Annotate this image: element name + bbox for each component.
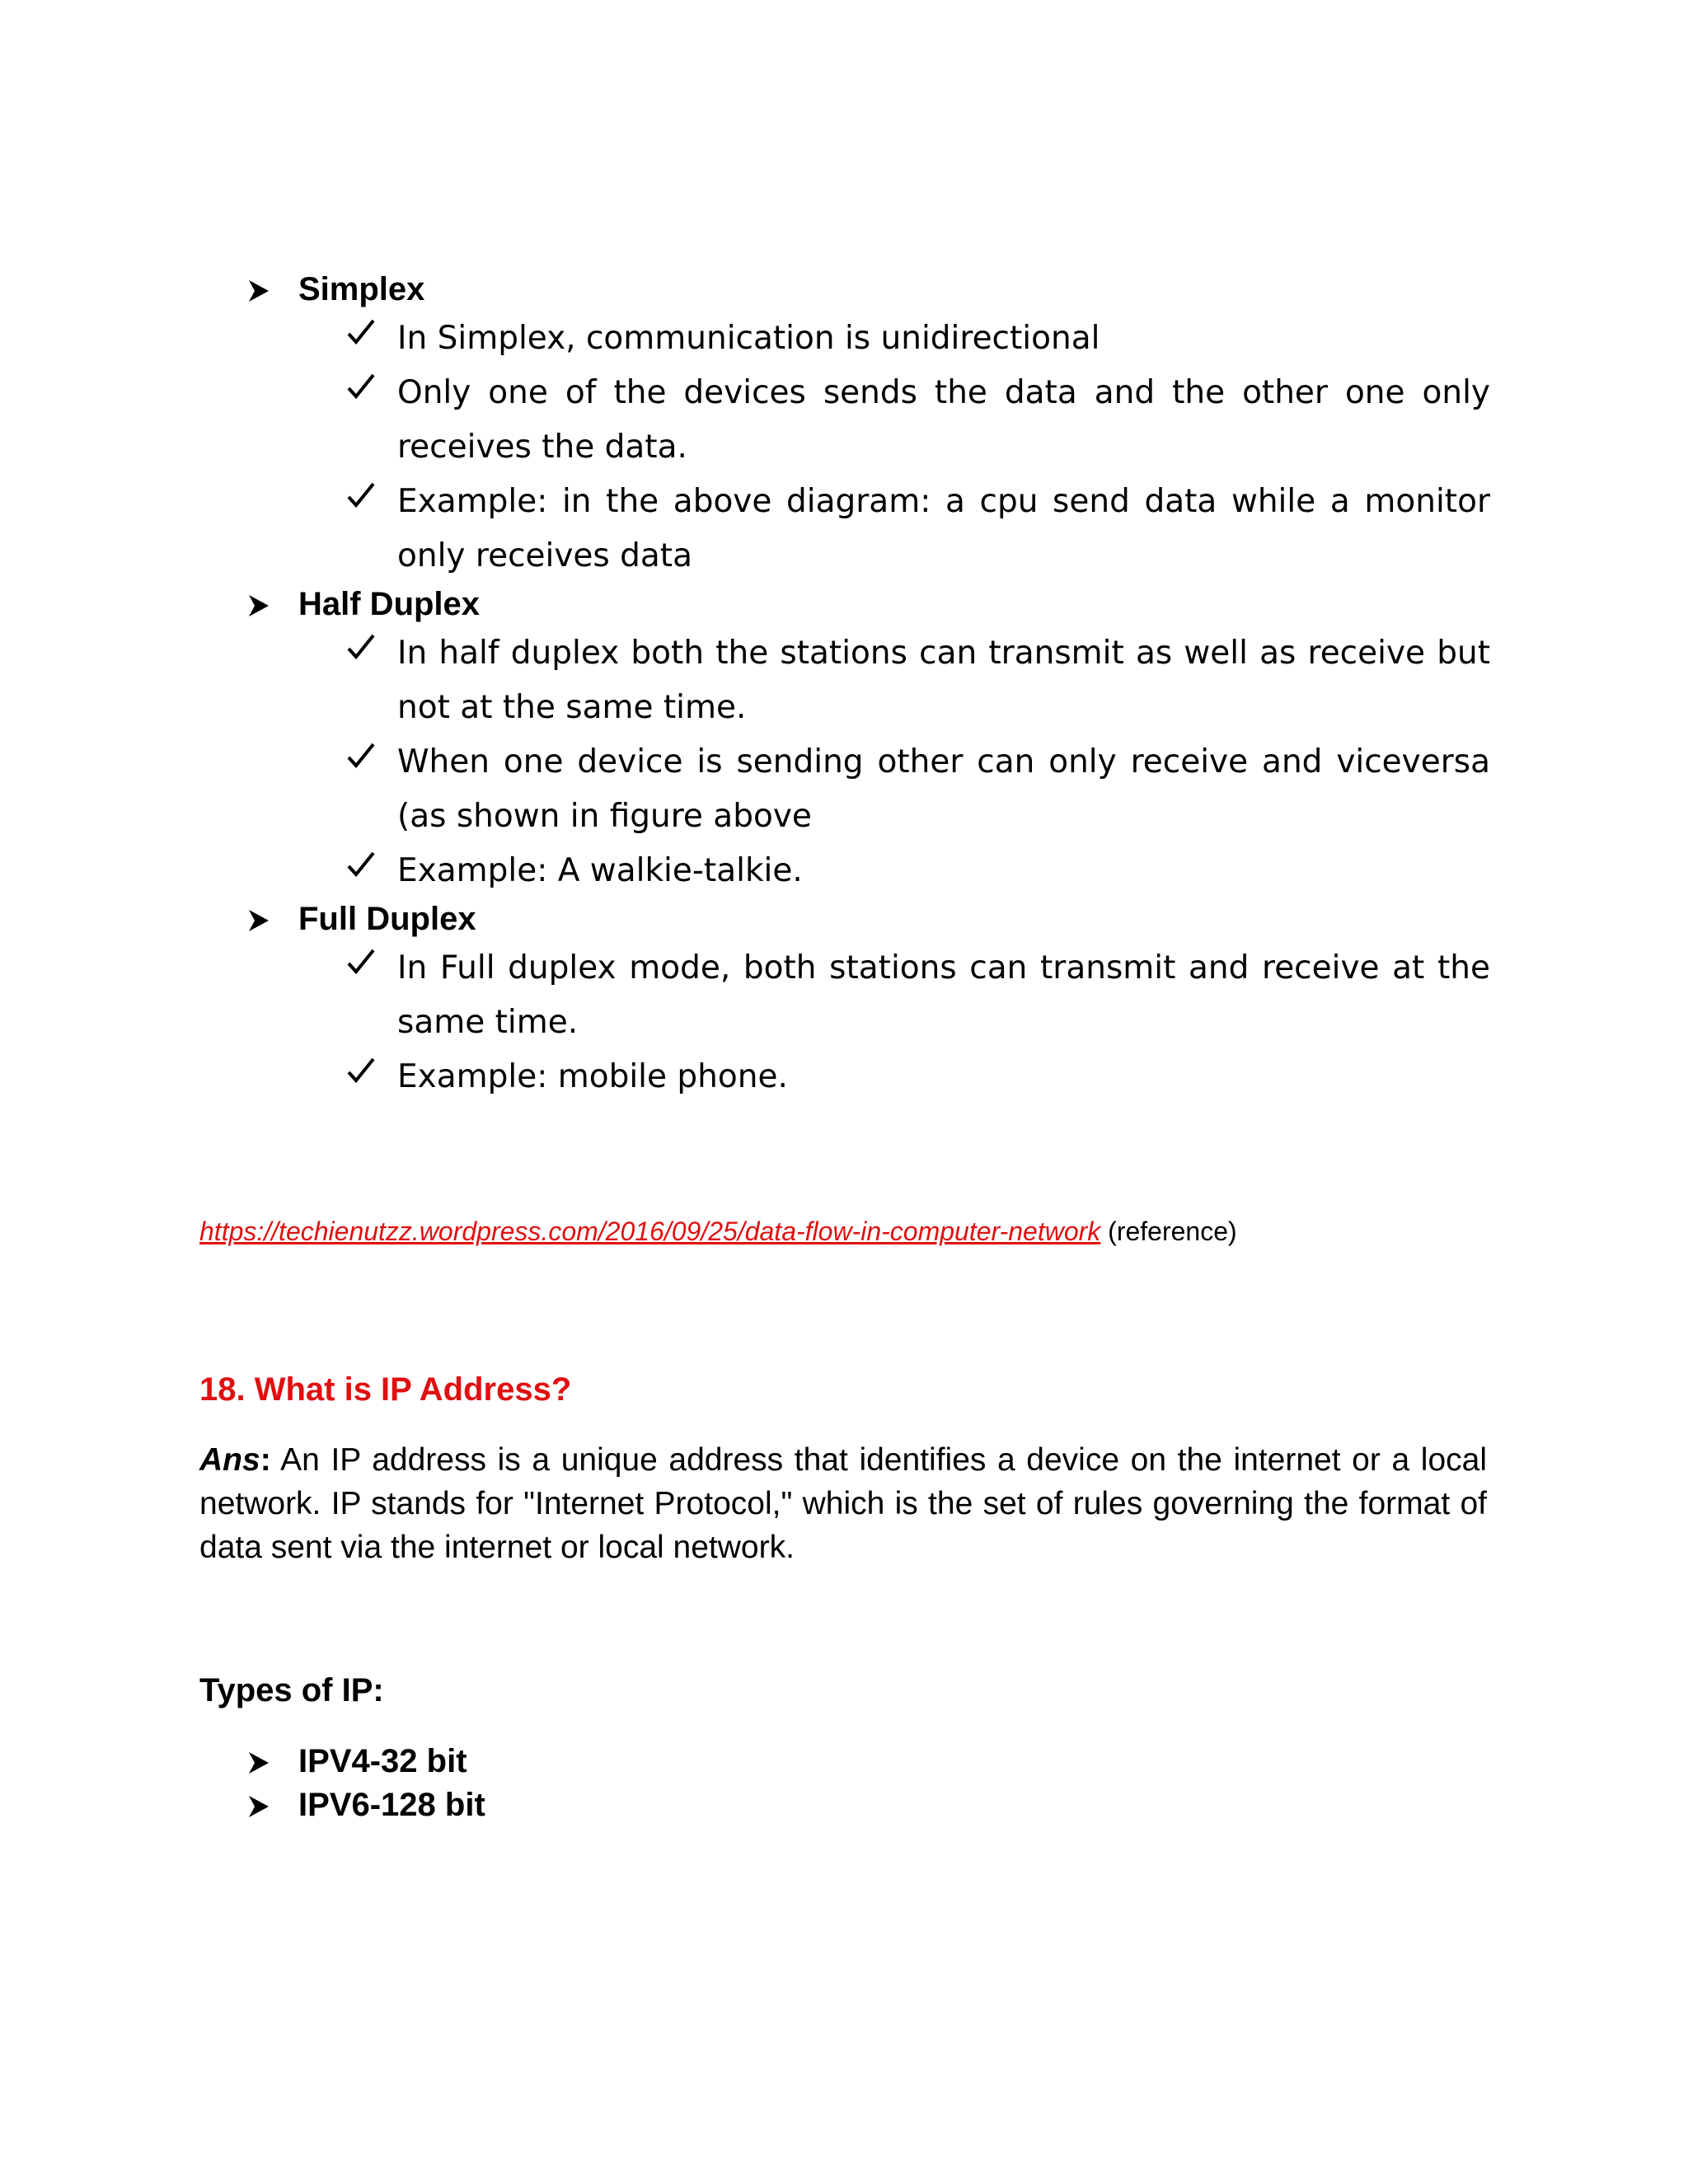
list-item-text: Example: mobile phone. bbox=[397, 1058, 788, 1095]
answer-paragraph bbox=[199, 1438, 1487, 1569]
list-item-text: In half duplex both the stations can transmit as well as receive but not at the same time. bbox=[397, 635, 1490, 726]
section-heading-full-duplex bbox=[247, 898, 476, 940]
checkmark-icon bbox=[346, 735, 379, 778]
checkmark-icon bbox=[346, 475, 379, 518]
checkmark-icon bbox=[346, 844, 379, 887]
list-item bbox=[346, 735, 1490, 844]
list-item-text: Example: A walkie-talkie. bbox=[397, 852, 803, 889]
ip-type-label: IPV4-32 bit bbox=[298, 1743, 467, 1779]
types-heading: Types of IP: bbox=[199, 1672, 384, 1708]
section-title: Half Duplex bbox=[298, 586, 481, 622]
answer-text: An IP address is a unique address that identifies a device on the internet or a local network. IP stands for "Internet Protocol," which is the set of rules governing the format of data sent via the internet or local network. bbox=[199, 1442, 1487, 1565]
answer-label: Ans bbox=[199, 1442, 260, 1478]
list-item-text: Only one of the devices sends the data and the other one only receives the data. bbox=[397, 374, 1490, 466]
checkmark-icon bbox=[346, 366, 379, 409]
ip-type-label: IPV6-128 bit bbox=[298, 1787, 485, 1823]
ip-type-item bbox=[247, 1783, 485, 1826]
ip-type-item bbox=[247, 1740, 467, 1783]
arrow-bullet-icon bbox=[247, 898, 298, 940]
arrow-bullet-icon bbox=[247, 268, 298, 311]
list-item-text: When one device is sending other can only receive and viceversa (as shown in figure above bbox=[397, 743, 1490, 835]
list-item bbox=[346, 844, 1490, 898]
list-item bbox=[346, 366, 1490, 475]
answer-colon: : bbox=[260, 1442, 271, 1478]
list-item bbox=[346, 941, 1490, 1050]
section-heading-simplex bbox=[247, 268, 424, 311]
section-title: Full Duplex bbox=[298, 901, 476, 937]
list-item-text: In Simplex, communication is unidirectional bbox=[397, 320, 1100, 357]
list-item bbox=[346, 312, 1490, 366]
list-item bbox=[346, 475, 1490, 583]
arrow-bullet-icon bbox=[247, 1740, 298, 1783]
question-heading: 18. What is IP Address? bbox=[199, 1371, 572, 1408]
arrow-bullet-icon bbox=[247, 1783, 298, 1826]
reference-link[interactable]: https://techienutzz.wordpress.com/2016/09/25/data-flow-in-computer-network bbox=[199, 1216, 1101, 1246]
reference-note: (reference) bbox=[1100, 1216, 1237, 1246]
arrow-bullet-icon bbox=[247, 583, 298, 626]
list-item-text: In Full duplex mode, both stations can transmit and receive at the same time. bbox=[397, 949, 1490, 1041]
checkmark-icon bbox=[346, 626, 379, 669]
reference-line bbox=[199, 1215, 1237, 1248]
list-item bbox=[346, 1050, 1490, 1104]
list-item-text: Example: in the above diagram: a cpu send data while a monitor only receives data bbox=[397, 483, 1490, 574]
checkmark-icon bbox=[346, 1050, 379, 1093]
section-heading-half-duplex bbox=[247, 583, 480, 626]
checkmark-icon bbox=[346, 312, 379, 354]
checkmark-icon bbox=[346, 941, 379, 984]
section-title: Simplex bbox=[298, 271, 425, 307]
list-item bbox=[346, 626, 1490, 735]
